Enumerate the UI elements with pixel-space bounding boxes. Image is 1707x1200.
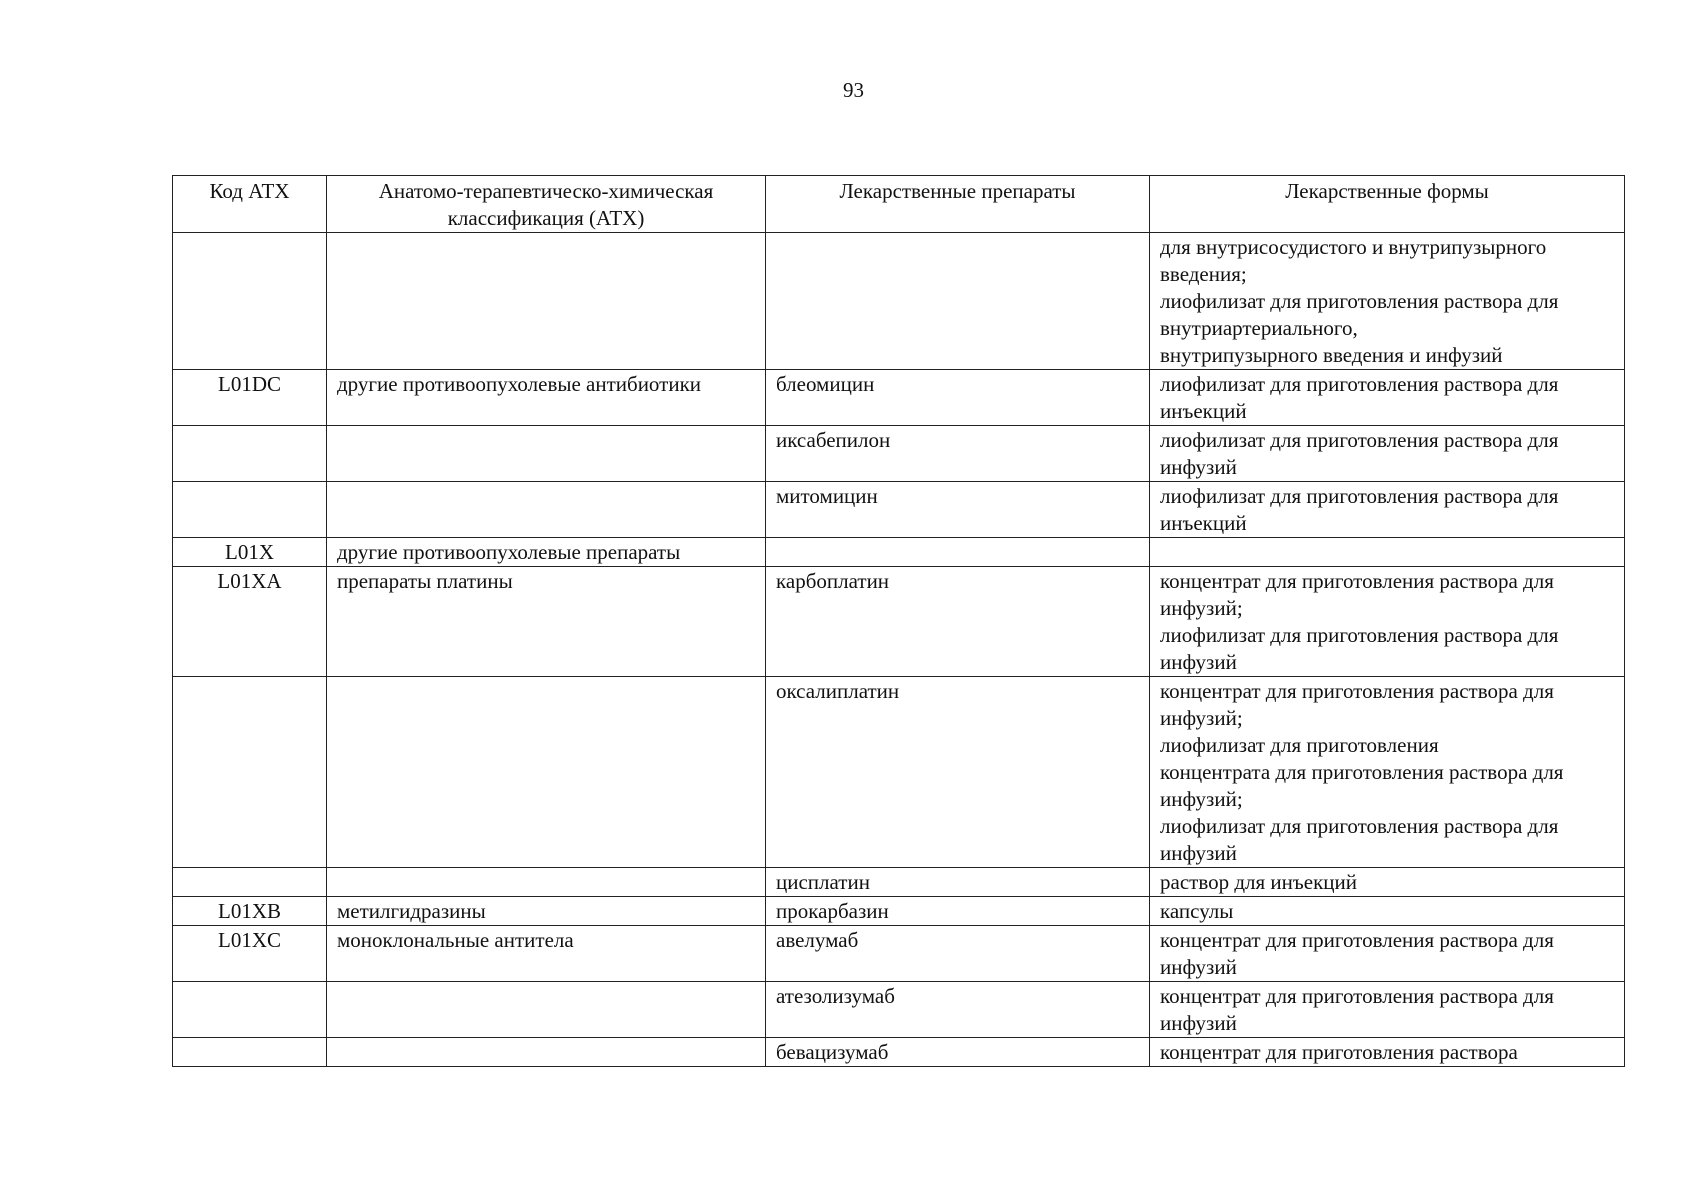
atx-code-cell: L01DC: [173, 370, 327, 426]
dosage-forms-cell: концентрат для приготовления раствора: [1150, 1038, 1625, 1067]
atx-code-cell: [173, 482, 327, 538]
classification-cell: [327, 426, 766, 482]
drug-cell: атезолизумаб: [766, 982, 1150, 1038]
dosage-forms-cell: лиофилизат для приготовления раствора для инъекций: [1150, 482, 1625, 538]
dosage-forms-cell: раствор для инъекций: [1150, 868, 1625, 897]
table-row: [173, 868, 1625, 897]
classification-cell: [327, 1038, 766, 1067]
classification-cell: [327, 868, 766, 897]
atx-code-cell: L01XC: [173, 926, 327, 982]
atx-code-cell: [173, 677, 327, 868]
dosage-forms-cell: [1150, 538, 1625, 567]
atx-drug-table: [172, 175, 1625, 1067]
atx-code-cell: [173, 1038, 327, 1067]
atx-code-cell: [173, 982, 327, 1038]
atx-code-cell: L01XA: [173, 567, 327, 677]
drug-cell: бевацизумаб: [766, 1038, 1150, 1067]
dosage-forms-cell: для внутрисосудистого и внутрипузырного введения; лиофилизат для приготовления раствора для внутриартериального, внутрипузырного введения и инфузий: [1150, 233, 1625, 370]
atx-code-cell: L01XB: [173, 897, 327, 926]
table-row: [173, 567, 1625, 677]
drug-cell: митомицин: [766, 482, 1150, 538]
dosage-forms-cell: концентрат для приготовления раствора для инфузий; лиофилизат для приготовления концентрата для приготовления раствора для инфузий; лиофилизат для приготовления раствора для инфузий: [1150, 677, 1625, 868]
drug-cell: иксабепилон: [766, 426, 1150, 482]
drug-cell: [766, 233, 1150, 370]
drug-cell: карбоплатин: [766, 567, 1150, 677]
classification-cell: [327, 982, 766, 1038]
classification-cell: другие противоопухолевые антибиотики: [327, 370, 766, 426]
table-row: [173, 926, 1625, 982]
atx-code-cell: [173, 233, 327, 370]
table-row: [173, 426, 1625, 482]
header-atx-classification: Анатомо-терапевтическо-химическая классификация (АТХ): [327, 176, 766, 233]
atx-code-cell: L01X: [173, 538, 327, 567]
dosage-forms-cell: концентрат для приготовления раствора для инфузий: [1150, 982, 1625, 1038]
table-row: [173, 1038, 1625, 1067]
dosage-forms-cell: концентрат для приготовления раствора для инфузий: [1150, 926, 1625, 982]
header-row: [173, 176, 1625, 233]
classification-cell: [327, 677, 766, 868]
table-row: [173, 897, 1625, 926]
drug-cell: блеомицин: [766, 370, 1150, 426]
table-header: [173, 176, 1625, 233]
dosage-forms-cell: концентрат для приготовления раствора для инфузий; лиофилизат для приготовления раствора для инфузий: [1150, 567, 1625, 677]
drug-cell: оксалиплатин: [766, 677, 1150, 868]
table-row: [173, 538, 1625, 567]
drug-cell: прокарбазин: [766, 897, 1150, 926]
drug-cell: цисплатин: [766, 868, 1150, 897]
table-row: [173, 982, 1625, 1038]
table-row: [173, 677, 1625, 868]
atx-code-cell: [173, 868, 327, 897]
header-dosage-forms: Лекарственные формы: [1150, 176, 1625, 233]
header-drugs: Лекарственные препараты: [766, 176, 1150, 233]
drug-cell: [766, 538, 1150, 567]
atx-code-cell: [173, 426, 327, 482]
dosage-forms-cell: лиофилизат для приготовления раствора для инъекций: [1150, 370, 1625, 426]
table-row: [173, 233, 1625, 370]
classification-cell: метилгидразины: [327, 897, 766, 926]
classification-cell: [327, 482, 766, 538]
classification-cell: моноклональные антитела: [327, 926, 766, 982]
table-body: [173, 233, 1625, 1067]
classification-cell: [327, 233, 766, 370]
dosage-forms-cell: капсулы: [1150, 897, 1625, 926]
page-number: 93: [843, 78, 864, 102]
drug-cell: авелумаб: [766, 926, 1150, 982]
table-row: [173, 370, 1625, 426]
dosage-forms-cell: лиофилизат для приготовления раствора для инфузий: [1150, 426, 1625, 482]
table-row: [173, 482, 1625, 538]
header-atx-code: Код АТХ: [173, 176, 327, 233]
classification-cell: другие противоопухолевые препараты: [327, 538, 766, 567]
classification-cell: препараты платины: [327, 567, 766, 677]
